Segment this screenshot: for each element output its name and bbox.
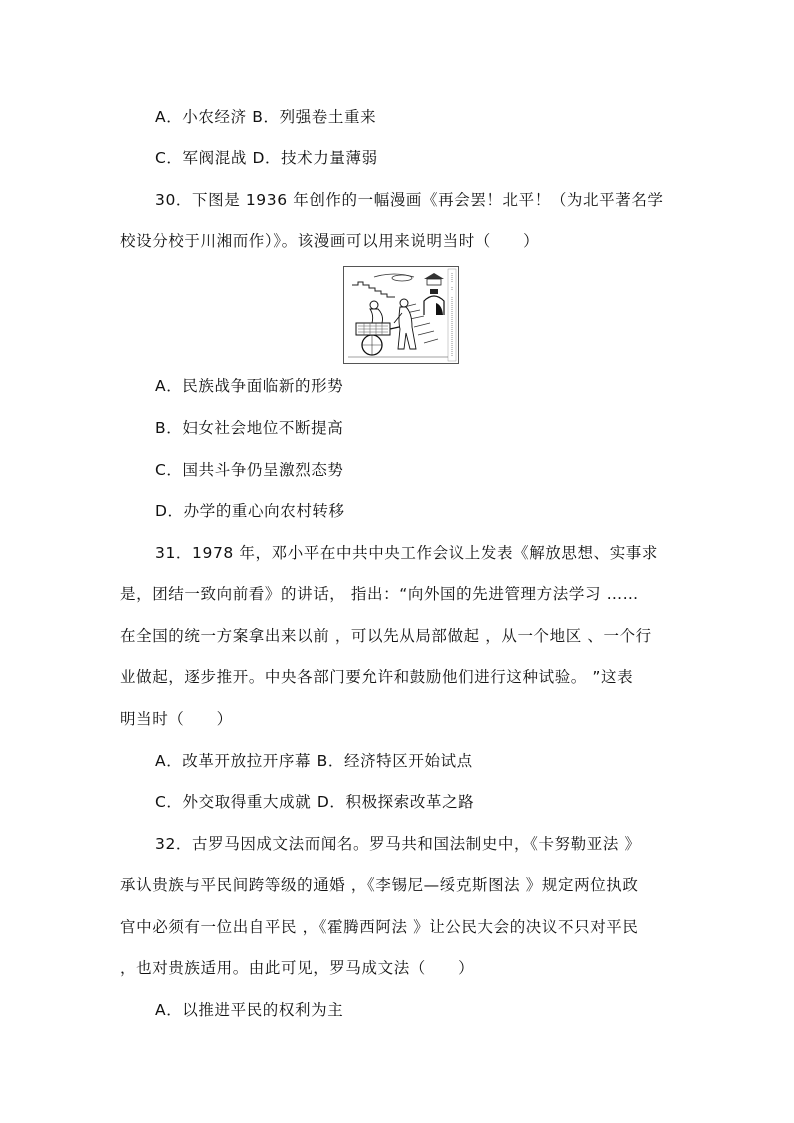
q31-options-cd: C．外交取得重大成就 D．积极探索改革之路	[155, 793, 475, 811]
q29-options-cd: C．军阀混战 D．技术力量薄弱	[155, 149, 378, 167]
q30-stem-line-1: 30．下图是 1936 年创作的一幅漫画《再会罢！北平！（为北平著名学	[155, 191, 664, 209]
q31-stem-line-3: 在全国的统一方案拿出来以前 ，可以先从局部做起 ，从一个地区 、一个行	[120, 627, 652, 645]
q30-cartoon-figure	[343, 266, 459, 364]
q32-stem-line-4: ，也对贵族适用。由此可见，罗马成文法（ ）	[120, 959, 475, 977]
q30-stem-line-2: 校设分校于川湘而作）》。该漫画可以用来说明当时（ ）	[120, 232, 540, 250]
q31-stem-line-2: 是，团结一致向前看》的讲话， 指出：“向外国的先进管理方法学习 ……	[120, 585, 639, 603]
q29-options-ab: A．小农经济 B．列强卷土重来	[155, 108, 377, 126]
cartoon-illustration-icon	[344, 267, 458, 363]
q30-option-b: B．妇女社会地位不断提高	[155, 419, 344, 437]
q31-stem-line-4: 业做起，逐步推开。中央各部门要允许和鼓励他们进行这种试验。 ”这表	[120, 668, 634, 686]
q30-option-c: C．国共斗争仍呈激烈态势	[155, 461, 344, 479]
q32-stem-line-2: 承认贵族与平民间跨等级的通婚 ，《李锡尼—绥克斯图法 》规定两位执政	[120, 876, 639, 894]
q31-stem-line-1: 31．1978 年，邓小平在中共中央工作会议上发表《解放思想、实事求	[155, 544, 658, 562]
q30-option-d: D．办学的重心向农村转移	[155, 502, 345, 520]
q31-options-ab: A．改革开放拉开序幕 B．经济特区开始试点	[155, 752, 473, 770]
q31-stem-line-5: 明当时（ ）	[120, 710, 233, 728]
q32-stem-line-1: 32．古罗马因成文法而闻名。罗马共和国法制史中，《卡努勒亚法 》	[155, 835, 641, 853]
q30-option-a: A．民族战争面临新的形势	[155, 377, 344, 395]
q32-option-a: A．以推进平民的权利为主	[155, 1001, 344, 1019]
q32-stem-line-3: 官中必须有一位出自平民 ，《霍腾西阿法 》让公民大会的决议不只对平民	[120, 918, 639, 936]
